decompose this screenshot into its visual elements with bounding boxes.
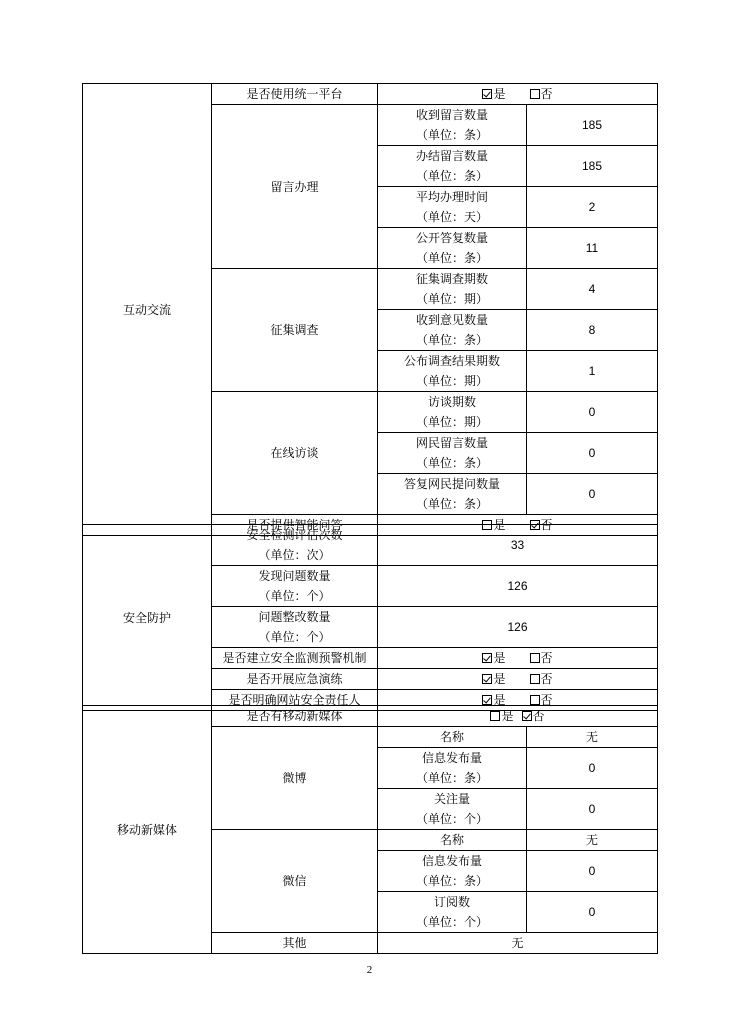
answered-questions-value: 0 bbox=[527, 474, 658, 515]
wechat-name-label: 名称 bbox=[378, 830, 527, 851]
statistics-table bbox=[82, 83, 658, 536]
security-table bbox=[82, 524, 658, 711]
weibo-posts-label: 信息发布量 （单位：条） bbox=[378, 748, 527, 789]
smart-qa-options: 是 否 bbox=[378, 515, 658, 536]
weibo-followers-value: 0 bbox=[527, 789, 658, 830]
group-wechat: 微信 bbox=[212, 830, 378, 933]
checkbox-unchecked-icon[interactable] bbox=[530, 674, 540, 684]
checkbox-unchecked-icon[interactable] bbox=[490, 711, 500, 721]
opinions-value: 8 bbox=[527, 310, 658, 351]
warning-mechanism-options: 是 否 bbox=[378, 648, 658, 669]
survey-periods-label: 征集调查期数 （单位：期） bbox=[378, 269, 527, 310]
avg-time-value: 2 bbox=[527, 187, 658, 228]
group-interview: 在线访谈 bbox=[212, 392, 378, 515]
weibo-name-label: 名称 bbox=[378, 727, 527, 748]
public-replies-value: 11 bbox=[527, 228, 658, 269]
security-owner-label: 是否明确网站安全责任人 bbox=[212, 690, 378, 711]
smart-qa-label: 是否提供智能问答 bbox=[212, 515, 378, 536]
evaluations-value: 33 bbox=[378, 525, 658, 566]
page-number: 2 bbox=[366, 964, 373, 976]
emergency-drill-options: 是 否 bbox=[378, 669, 658, 690]
checkbox-checked-icon[interactable] bbox=[522, 711, 532, 721]
received-messages-value: 185 bbox=[527, 105, 658, 146]
wechat-subscribers-label: 订阅数 （单位：个） bbox=[378, 892, 527, 933]
checkbox-unchecked-icon[interactable] bbox=[530, 695, 540, 705]
wechat-subscribers-value: 0 bbox=[527, 892, 658, 933]
checkbox-checked-icon[interactable] bbox=[482, 653, 492, 663]
fixed-problems-label: 问题整改数量 （单位：个） bbox=[212, 607, 378, 648]
survey-results-label: 公布调查结果期数 （单位：期） bbox=[378, 351, 527, 392]
survey-results-value: 1 bbox=[527, 351, 658, 392]
completed-messages-value: 185 bbox=[527, 146, 658, 187]
evaluations-label: 安全检测评估次数 （单位：次） bbox=[212, 525, 378, 566]
unified-platform-options: 是 否 bbox=[378, 84, 658, 105]
completed-messages-label: 办结留言数量 （单位：条） bbox=[378, 146, 527, 187]
wechat-posts-value: 0 bbox=[527, 851, 658, 892]
checkbox-unchecked-icon[interactable] bbox=[530, 653, 540, 663]
unified-platform-label: 是否使用统一平台 bbox=[212, 84, 378, 105]
mobile-table bbox=[82, 705, 658, 954]
survey-periods-value: 4 bbox=[527, 269, 658, 310]
interview-periods-value: 0 bbox=[527, 392, 658, 433]
checkbox-checked-icon[interactable] bbox=[482, 695, 492, 705]
answered-questions-label: 答复网民提问数量 （单位：条） bbox=[378, 474, 527, 515]
wechat-name-value: 无 bbox=[527, 830, 658, 851]
weibo-name-value: 无 bbox=[527, 727, 658, 748]
wechat-posts-label: 信息发布量 （单位：条） bbox=[378, 851, 527, 892]
has-mobile-media-label: 是否有移动新媒体 bbox=[212, 706, 378, 727]
netizen-messages-value: 0 bbox=[527, 433, 658, 474]
opinions-label: 收到意见数量 （单位：条） bbox=[378, 310, 527, 351]
group-survey: 征集调查 bbox=[212, 269, 378, 392]
netizen-messages-label: 网民留言数量 （单位：条） bbox=[378, 433, 527, 474]
public-replies-label: 公开答复数量 （单位：条） bbox=[378, 228, 527, 269]
warning-mechanism-label: 是否建立安全监测预警机制 bbox=[212, 648, 378, 669]
found-problems-value: 126 bbox=[378, 566, 658, 607]
found-problems-label: 发现问题数量 （单位：个） bbox=[212, 566, 378, 607]
section-interaction: 互动交流 bbox=[83, 84, 212, 536]
section-security: 安全防护 bbox=[83, 525, 212, 711]
weibo-posts-value: 0 bbox=[527, 748, 658, 789]
fixed-problems-value: 126 bbox=[378, 607, 658, 648]
group-messages: 留言办理 bbox=[212, 105, 378, 269]
security-owner-options: 是 否 bbox=[378, 690, 658, 711]
other-label: 其他 bbox=[212, 933, 378, 954]
checkbox-unchecked-icon[interactable] bbox=[530, 89, 540, 99]
has-mobile-media-options: 是 否 bbox=[378, 706, 658, 727]
checkbox-checked-icon[interactable] bbox=[482, 674, 492, 684]
emergency-drill-label: 是否开展应急演练 bbox=[212, 669, 378, 690]
avg-time-label: 平均办理时间 （单位：天） bbox=[378, 187, 527, 228]
other-value: 无 bbox=[378, 933, 658, 954]
received-messages-label: 收到留言数量 （单位：条） bbox=[378, 105, 527, 146]
section-mobile: 移动新媒体 bbox=[83, 706, 212, 954]
weibo-followers-label: 关注量 （单位：个） bbox=[378, 789, 527, 830]
group-weibo: 微博 bbox=[212, 727, 378, 830]
interview-periods-label: 访谈期数 （单位：期） bbox=[378, 392, 527, 433]
checkbox-checked-icon[interactable] bbox=[482, 89, 492, 99]
